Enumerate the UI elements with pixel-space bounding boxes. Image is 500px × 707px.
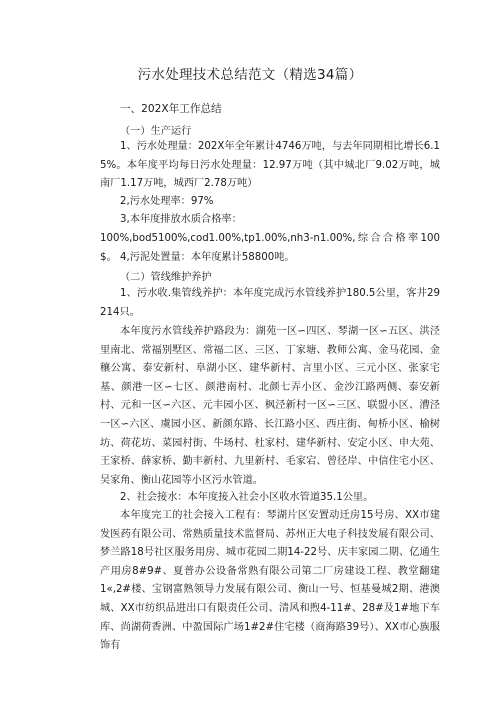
subsection-heading: （二）管线维护养护: [120, 272, 212, 283]
subsection-heading: （一）生产运行: [120, 126, 192, 137]
paragraph-treatment-rate: 2,污水处理率：97%: [120, 196, 214, 207]
paragraph-pipeline-maintenance: 1、污水收.集管线养护：本年度完成污水管线养护180.5公里，客井29214只。: [100, 288, 440, 318]
document-title: 污水处理技术总结范文（精选34篇）: [137, 67, 363, 83]
paragraph-social-connection: 2、社会接水：本年度接入社会小区收水管道35.1公里。: [120, 492, 374, 503]
paragraph-sludge: 4,污泥处置量：本年度累计58800吨。: [120, 252, 295, 263]
paragraph-maintenance-areas: 本年度污水管线养护路段为：湖苑一区∽四区、琴湖一区∽五区、洪泾里南北、常福别墅区、常福二区、三区、丁家塘、教师公寓、金马花园、金穰公寓、泰安新村、阜湖小区、建华新村、言里小区、三元小区、张家宅基、颜港一区∽七区、颜港南村、北颜七弄小区、金沙江路两侧、泰安新村、元和一区∽六区、元丰园小区、枫泾新村一区∽三区、联盟小区、漕泾一区∽六区、虞园小区、新颜东路、长江路小区、西庄街、甸桥小区、榆树坊、荷花坊、菜园村街、牛场村、杜家村、建华新村、安定小区、申大苑、王家桥、薛家桥、勤丰新村、九里新村、毛家宕、曾径岸、中信住宅小区、吴家角、衡山花园等小区污水管道。: [100, 326, 440, 486]
paragraph-quality-rate: 3,本年度排放水质合格率：: [120, 214, 242, 225]
paragraph-quality-values: 100%,bod5100%,cod1.00%,tp1.00%,nh3-n1.00%,综合合格率100$。: [100, 233, 440, 263]
paragraph-treatment-volume: 1、污水处理量：202X年全年累计4746万吨，与去年同期相比增长6.15%。本年度平均每日污水处理量：12.97万吨（其中城北厂9.02万吨，城南厂1.17万吨，城西厂2.78万吨）: [100, 141, 440, 190]
section-heading: 一、202X年工作总结: [120, 103, 222, 115]
paragraph-completed-projects: 本年度完工的社会接入工程有：琴湖片区安置动迁房15号房、XX市建发医药有限公司、常熟质量技术监督局、苏州正大电子科技发展有限公司、梦兰路18号社区服务用房、城市花园二期14-22号、庆丰家园二期、亿通生产用房8#9#、夏普办公设备常熟有限公司第二厂房建设工程、教堂翻建1«,2#楼、宝钢富熟领导力发展有限公司、衡山一号、恒基曼城2期、港澳城、XX市纺织品进出口有限责任公司、清风和煦4-11#、28#及1#地下车库、尚湖荷香洲、中盈国际广场1#2#住宅楼（商海路39号）、XX市心族服饰有: [100, 510, 440, 652]
